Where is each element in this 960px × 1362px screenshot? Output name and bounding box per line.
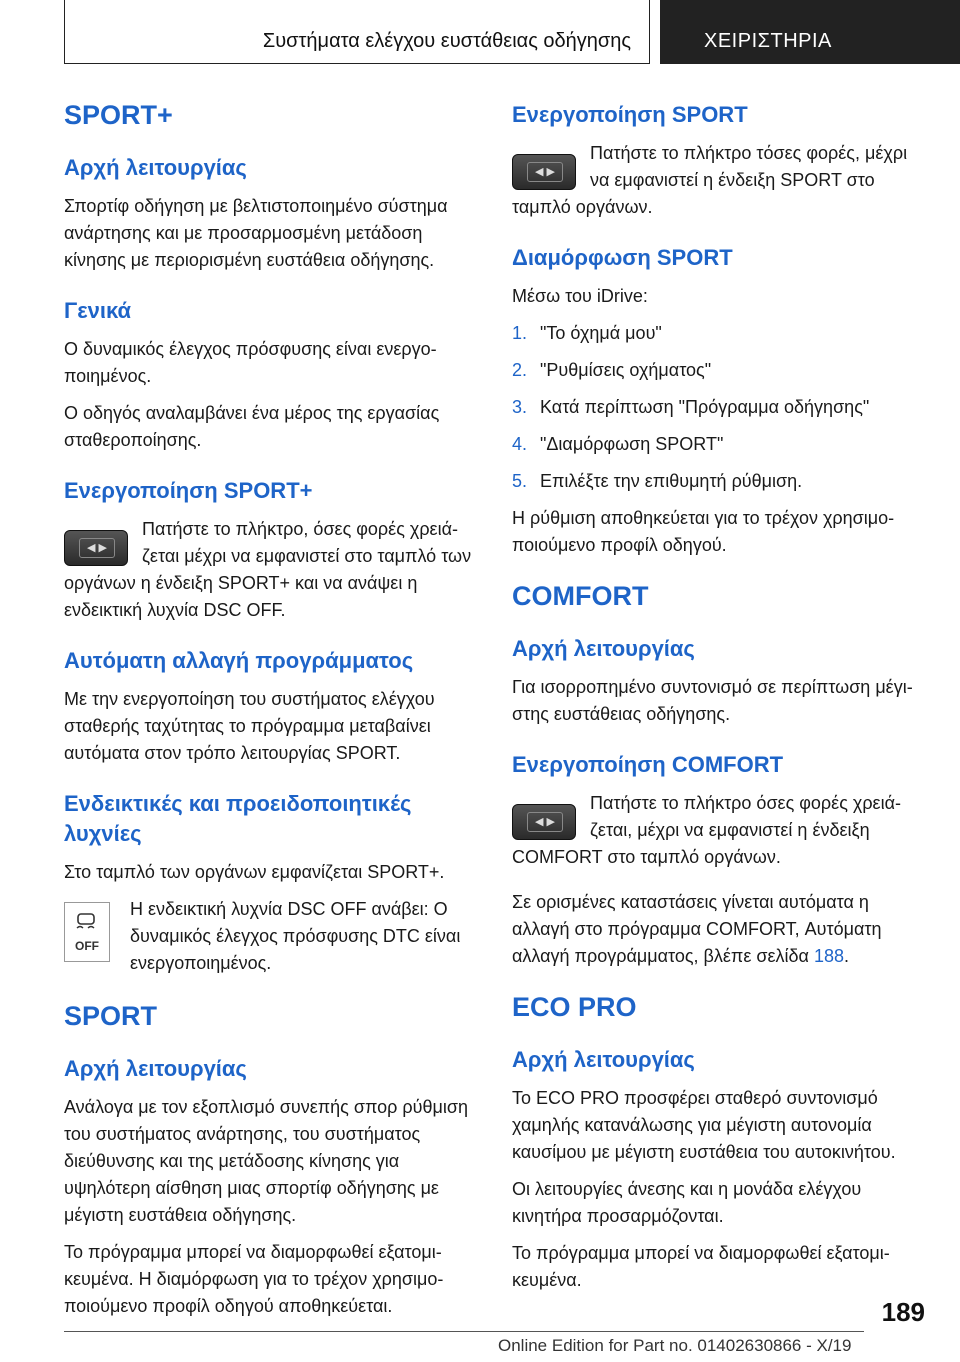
paragraph: Πατήστε το πλήκτρο, όσες φορές χρειάζεται μέχρι να εμφανιστεί στο ταμπλό των οργάνων η ένδειξη SPORT+ και να ανάψει η ενδεικτική λυχνία DSC OFF. <box>64 519 472 620</box>
drive-mode-button-icon: ◀ ▶ <box>512 154 576 190</box>
paragraph: Για ισορροπημένο συντονισμό σε περίπτωση μέγιστης ευστάθειας οδήγησης. <box>512 677 913 724</box>
drive-mode-button-icon: ◀ ▶ <box>512 804 576 840</box>
section-tab <box>64 0 650 64</box>
heading: Ενεργοποίηση SPORT <box>512 102 748 127</box>
paragraph: Σε ορισμένες καταστάσεις γίνεται αυτόματα η αλλαγή στο πρόγραμμα COMFORT, Αυτόματη αλλαγή προγράμματος, βλέπε σελίδα 188. <box>512 892 882 966</box>
steps-list <box>512 320 922 495</box>
paragraph: Πατήστε το πλήκτρο όσες φορές χρειάζεται, μέχρι να εμφανιστεί η ένδειξη COMFORT στο ταμπλό οργάνων. <box>512 793 901 867</box>
paragraph: Ο δυναμικός έλεγχος πρόσφυσης είναι ενεργοποιημένος. <box>64 339 437 386</box>
paragraph: Ο οδηγός αναλαμβάνει ένα μέρος της εργασίας σταθεροποίησης. <box>64 403 440 450</box>
lamp-label: OFF <box>75 939 99 953</box>
paragraph: Η ρύθμιση αποθηκεύεται για το τρέχον χρησιμοποιούμενο προφίλ οδηγού. <box>512 508 895 555</box>
list-item: 2. "Ρυθμίσεις οχήματος" <box>512 360 712 380</box>
heading: Αρχή λειτουργίας <box>512 636 695 661</box>
list-item: 5. Επιλέξτε την επιθυμητή ρύθμιση. <box>512 471 803 491</box>
sport-title: SPORT <box>64 1001 158 1031</box>
paragraph: Το πρόγραμμα μπορεί να διαμορφωθεί εξατομικευμένα. <box>512 1243 890 1290</box>
heading: Διαμόρφωση SPORT <box>512 245 733 270</box>
eco-pro-title: ECO PRO <box>512 992 637 1022</box>
list-item: 4. "Διαμόρφωση SPORT" <box>512 434 724 454</box>
heading: Αρχή λειτουργίας <box>64 1056 247 1081</box>
chapter-title: ΧΕΙΡΙΣΤΗΡΙΑ <box>704 30 832 52</box>
page-number: 189 <box>881 1297 925 1327</box>
footer-divider <box>64 1331 864 1332</box>
paragraph: Ανάλογα με τον εξοπλισμό συνεπής σπορ ρύθμιση του συστήματος ανάρτησης, του συστήματος διεύθυνσης και της μετάδοσης κίνησης για υψηλότερη αίσθηση μιας σπορτίφ οδήγησης με μέγιστη ευστάθεια οδήγησης. <box>64 1097 468 1225</box>
right-column <box>512 100 922 1316</box>
sport-plus-title: SPORT+ <box>64 100 173 130</box>
heading: Ενδεικτικές και προειδοποιητικές λυχνίες <box>64 791 412 846</box>
paragraph: Η ενδεικτική λυχνία DSC OFF ανάβει: Ο δυναμικός έλεγχος πρόσφυσης DTC είναι ενεργοποιημένος. <box>130 899 461 973</box>
page-link[interactable]: 188 <box>813 946 844 966</box>
paragraph: Οι λειτουργίες άνεσης και η μονάδα ελέγχου κινητήρα προσαρμόζονται. <box>512 1179 862 1226</box>
dsc-off-lamp-icon <box>64 902 110 962</box>
chapter-tab[interactable] <box>660 0 960 64</box>
drive-mode-button-icon: ◀ ▶ <box>64 530 128 566</box>
paragraph: Σπορτίφ οδήγηση με βελτιστοποιημένο σύστημα ανάρτησης και με προσαρμοσμένη μετάδοση κίνησης με περιορισμένη ευστάθεια οδήγησης. <box>64 196 448 270</box>
paragraph: Το ECO PRO προσφέρει σταθερό συντονισμό χαμηλής κατανάλωσης για μέγιστη αυτονομία καυσίμου με μέγιστη ευστάθεια του αυτοκινήτου. <box>512 1088 896 1162</box>
paragraph: Στο ταμπλό των οργάνων εμφανίζεται SPORT+. <box>64 862 445 882</box>
list-item: 3. Κατά περίπτωση "Πρόγραμμα οδήγησης" <box>512 397 870 417</box>
paragraph: Με την ενεργοποίηση του συστήματος ελέγχου σταθερής ταχύτητας το πρόγραμμα μεταβαίνει αυτόματα στον τρόπο λειτουργίας SPORT. <box>64 689 435 763</box>
heading: Ενεργοποίηση SPORT+ <box>64 478 313 503</box>
paragraph: Το πρόγραμμα μπορεί να διαμορφωθεί εξατομικευμένα. Η διαμόρφωση για το τρέχον χρησιμοποιούμενο προφίλ οδηγού αποθηκεύεται. <box>64 1242 444 1316</box>
list-item: 1. "Το όχημά μου" <box>512 323 662 343</box>
heading: Ενεργοποίηση COMFORT <box>512 752 784 777</box>
heading: Αυτόματη αλλαγή προγράμματος <box>64 648 414 673</box>
comfort-title: COMFORT <box>512 581 649 611</box>
left-column <box>64 100 474 1342</box>
footer-text: Online Edition for Part no. 01402630866 - X/19 <box>498 1336 852 1355</box>
car-skid-icon <box>75 911 97 933</box>
paragraph: Πατήστε το πλήκτρο τόσες φορές, μέχρι να εμφανιστεί η ένδειξη SPORT στο ταμπλό οργάνων. <box>512 143 908 217</box>
heading: Αρχή λειτουργίας <box>64 155 247 180</box>
section-title: Συστήματα ελέγχου ευστάθειας οδήγησης <box>262 30 631 52</box>
heading: Γενικά <box>64 298 132 323</box>
page-header <box>64 0 960 64</box>
heading: Αρχή λειτουργίας <box>512 1047 695 1072</box>
paragraph: Μέσω του iDrive: <box>512 286 648 306</box>
